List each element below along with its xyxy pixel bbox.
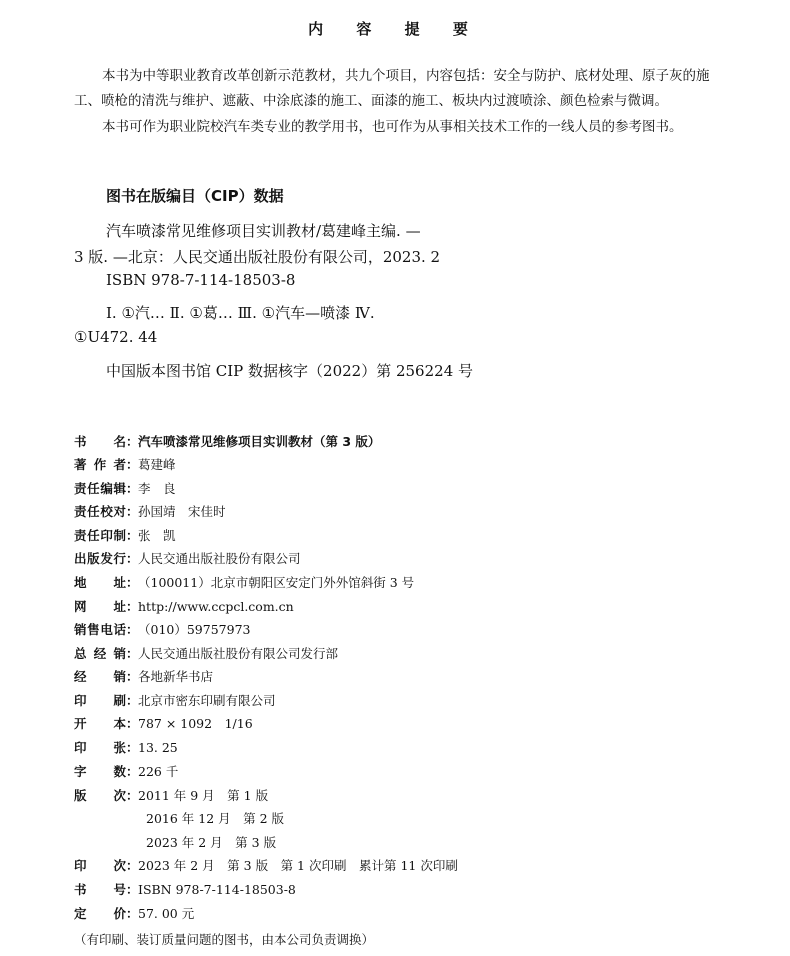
meta-value: 2011 年 9 月 第 1 版 <box>138 788 269 803</box>
meta-label: 开本 <box>74 716 126 731</box>
meta-row-word-count: 字数：226 千 <box>74 764 179 779</box>
meta-row-address: 地址：（100011）北京市朝阳区安定门外外馆斜街 3 号 <box>74 575 415 590</box>
meta-value: 787 × 1092 1/16 <box>138 716 253 731</box>
meta-value: 57. 00 元 <box>138 906 195 921</box>
edition-continuation-3: 2023 年 2 月 第 3 版 <box>146 835 277 850</box>
meta-label: 印刷 <box>74 693 126 708</box>
meta-value: 孙国靖 宋佳时 <box>138 504 226 519</box>
meta-label: 出版发行 <box>74 551 126 566</box>
meta-row-editor: 责任编辑：李 良 <box>74 481 176 496</box>
meta-row-price: 定价：57. 00 元 <box>74 906 195 921</box>
summary-paragraph-1-line-2: 工、喷枪的清洗与维护、遮蔽、中涂底漆的施工、面漆的施工、板块内过渡喷涂、颜色检索与微调。 <box>74 93 668 109</box>
meta-label: 网址 <box>74 599 126 614</box>
meta-value: 226 千 <box>138 764 179 779</box>
meta-label: 著作者 <box>74 457 126 472</box>
meta-label: 书号 <box>74 882 126 897</box>
meta-label: 总经销 <box>74 646 126 661</box>
meta-value: 北京市密东印刷有限公司 <box>138 693 276 708</box>
summary-paragraph-2: 本书可作为职业院校汽车类专业的教学用书，也可作为从事相关技术工作的一线人员的参考图书。 <box>102 119 683 135</box>
meta-row-title: 书名：汽车喷漆常见维修项目实训教材（第 3 版） <box>74 434 381 449</box>
meta-row-publisher: 出版发行：人民交通出版社股份有限公司 <box>74 551 301 566</box>
meta-row-website: 网址：http://www.ccpcl.com.cn <box>74 599 294 614</box>
meta-row-proofreader: 责任校对：孙国靖 宋佳时 <box>74 504 226 519</box>
meta-value: 人民交通出版社股份有限公司发行部 <box>138 646 339 661</box>
meta-row-impression: 印次：2023 年 2 月 第 3 版 第 1 次印刷 累计第 11 次印刷 <box>74 858 458 873</box>
meta-row-general-distributor: 总经销：人民交通出版社股份有限公司发行部 <box>74 646 339 661</box>
meta-label: 印次 <box>74 858 126 873</box>
meta-row-printer: 印刷：北京市密东印刷有限公司 <box>74 693 276 708</box>
meta-value: 李 良 <box>138 481 176 496</box>
cip-classification: Ⅰ. ①汽… Ⅱ. ①葛… Ⅲ. ①汽车—喷漆 Ⅳ. <box>106 304 375 322</box>
meta-value: （100011）北京市朝阳区安定门外外馆斜街 3 号 <box>138 575 415 590</box>
meta-label: 书名 <box>74 434 126 449</box>
summary-heading: 内 容 提 要 <box>308 20 482 38</box>
meta-value: 13. 25 <box>138 740 178 755</box>
meta-row-printed-sheets: 印张：13. 25 <box>74 740 178 755</box>
cip-heading: 图书在版编目（CIP）数据 <box>106 187 284 205</box>
summary-paragraph-1-line-1: 本书为中等职业教育改革创新示范教材，共九个项目，内容包括：安全与防护、底材处理、原子灰的施 <box>102 68 710 84</box>
cip-classification-code: ①U472. 44 <box>74 328 158 346</box>
meta-row-print-supervisor: 责任印制：张 凯 <box>74 528 176 543</box>
meta-row-edition: 版次：2011 年 9 月 第 1 版 <box>74 788 269 803</box>
meta-label: 责任校对 <box>74 504 126 519</box>
cip-line-2: 3 版. —北京：人民交通出版社股份有限公司，2023. 2 <box>74 248 441 266</box>
quality-footnote: （有印刷、装订质量问题的图书，由本公司负责调换） <box>74 932 375 947</box>
meta-label: 定价 <box>74 906 126 921</box>
meta-value: 人民交通出版社股份有限公司 <box>138 551 301 566</box>
meta-row-author: 著作者：葛建峰 <box>74 457 176 472</box>
book-title-value: 汽车喷漆常见维修项目实训教材（第 3 版） <box>138 434 381 449</box>
meta-value: （010）59757973 <box>138 622 251 637</box>
meta-label: 责任印制 <box>74 528 126 543</box>
meta-label: 地址 <box>74 575 126 590</box>
meta-row-format: 开本：787 × 1092 1/16 <box>74 716 253 731</box>
meta-label: 版次 <box>74 788 126 803</box>
meta-label: 印张 <box>74 740 126 755</box>
meta-value: 张 凯 <box>138 528 176 543</box>
meta-row-distributor: 经销：各地新华书店 <box>74 669 214 684</box>
meta-label: 经销 <box>74 669 126 684</box>
meta-value: http://www.ccpcl.com.cn <box>138 599 294 614</box>
cip-record-number: 中国版本图书馆 CIP 数据核字（2022）第 256224 号 <box>106 362 474 380</box>
meta-label: 字数 <box>74 764 126 779</box>
meta-value: ISBN 978-7-114-18503-8 <box>138 882 296 897</box>
cip-line-1: 汽车喷漆常见维修项目实训教材/葛建峰主编. — <box>106 222 421 240</box>
meta-value: 葛建峰 <box>138 457 176 472</box>
edition-continuation-2: 2016 年 12 月 第 2 版 <box>146 811 285 826</box>
meta-row-isbn: 书号：ISBN 978-7-114-18503-8 <box>74 882 296 897</box>
meta-label: 销售电话 <box>74 622 126 637</box>
meta-value: 各地新华书店 <box>138 669 214 684</box>
cip-isbn: ISBN 978-7-114-18503-8 <box>106 271 296 289</box>
meta-row-sales-phone: 销售电话：（010）59757973 <box>74 622 251 637</box>
meta-label: 责任编辑 <box>74 481 126 496</box>
meta-value: 2023 年 2 月 第 3 版 第 1 次印刷 累计第 11 次印刷 <box>138 858 458 873</box>
